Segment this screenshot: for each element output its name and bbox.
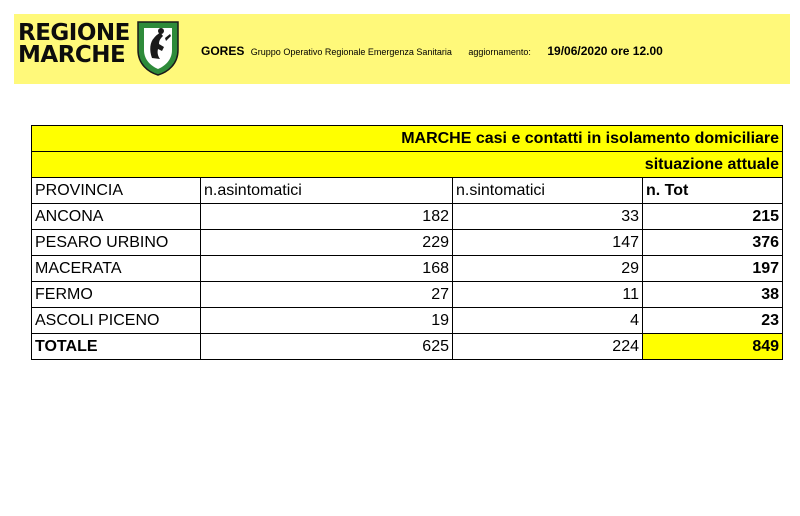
table-subtitle-row	[32, 152, 783, 178]
logo-line-2: MARCHE	[18, 42, 126, 68]
column-header-tot: n. Tot	[643, 178, 783, 204]
cell-provincia: FERMO	[32, 282, 201, 308]
cell-tot: 197	[643, 256, 783, 282]
table-row	[32, 230, 783, 256]
table-title-row	[32, 126, 783, 152]
regione-marche-emblem-icon	[132, 20, 184, 76]
cell-totale-label: TOTALE	[32, 334, 201, 360]
table-row	[32, 204, 783, 230]
cell-tot: 376	[643, 230, 783, 256]
cell-asintomatici: 182	[201, 204, 453, 230]
cell-totale-asintomatici: 625	[201, 334, 453, 360]
cell-sintomatici: 4	[453, 308, 643, 334]
cell-asintomatici: 19	[201, 308, 453, 334]
column-header-asintomatici: n.asintomatici	[201, 178, 453, 204]
cell-provincia: PESARO URBINO	[32, 230, 201, 256]
cell-sintomatici: 33	[453, 204, 643, 230]
table-row	[32, 308, 783, 334]
table-row	[32, 256, 783, 282]
logo-line-1: REGIONE	[18, 20, 130, 46]
table-header-row	[32, 178, 783, 204]
cell-totale-tot: 849	[643, 334, 783, 360]
cell-asintomatici: 168	[201, 256, 453, 282]
update-label: aggiornamento:	[468, 47, 531, 57]
org-full-name: Gruppo Operativo Regionale Emergenza Sanitaria	[250, 47, 452, 57]
table-subtitle: situazione attuale	[32, 152, 783, 178]
cell-sintomatici: 29	[453, 256, 643, 282]
table-total-row	[32, 334, 783, 360]
table-title: MARCHE casi e contatti in isolamento domiciliare	[32, 126, 783, 152]
column-header-sintomatici: n.sintomatici	[453, 178, 643, 204]
cell-sintomatici: 147	[453, 230, 643, 256]
banner-info	[201, 42, 663, 60]
table-row	[32, 282, 783, 308]
regione-marche-logo	[18, 22, 136, 66]
column-header-provincia: PROVINCIA	[32, 178, 201, 204]
header-banner	[14, 14, 790, 84]
update-date: 19/06/2020 ore 12.00	[547, 44, 663, 58]
cell-asintomatici: 229	[201, 230, 453, 256]
cell-provincia: ANCONA	[32, 204, 201, 230]
cell-sintomatici: 11	[453, 282, 643, 308]
cell-provincia: ASCOLI PICENO	[32, 308, 201, 334]
isolation-cases-table	[31, 125, 783, 360]
cell-provincia: MACERATA	[32, 256, 201, 282]
cell-tot: 215	[643, 204, 783, 230]
cell-tot: 38	[643, 282, 783, 308]
cell-tot: 23	[643, 308, 783, 334]
org-short-name: GORES	[201, 44, 245, 58]
cell-totale-sintomatici: 224	[453, 334, 643, 360]
cell-asintomatici: 27	[201, 282, 453, 308]
